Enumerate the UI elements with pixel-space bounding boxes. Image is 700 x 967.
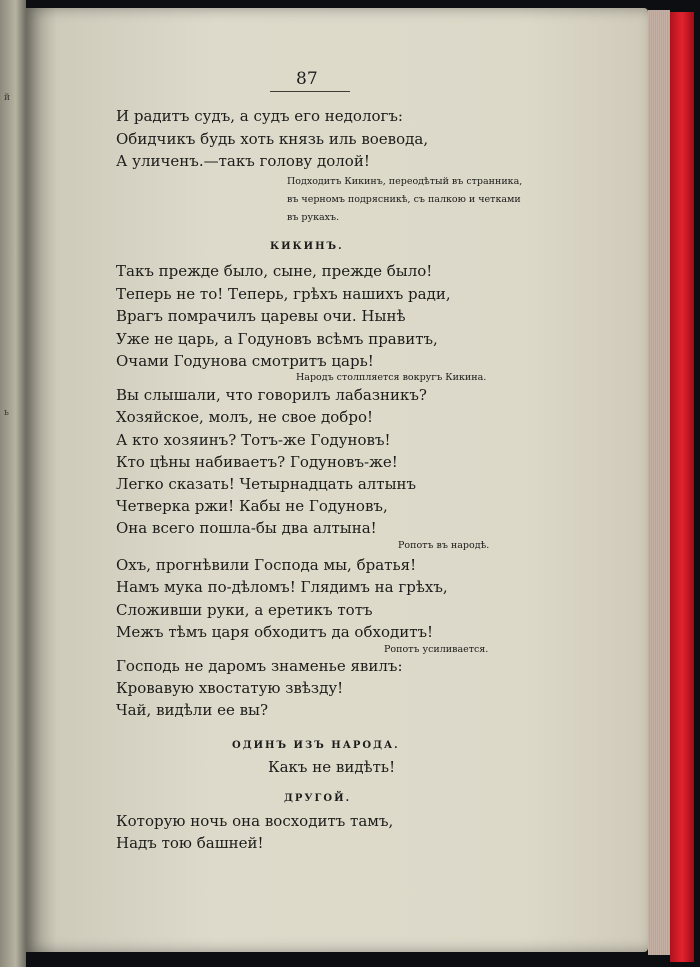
- verse-line: А уличенъ.—такъ голову долой!: [116, 152, 370, 170]
- stage-direction: въ рукахъ.: [287, 212, 340, 223]
- speaker-name: ДРУГОЙ.: [284, 793, 352, 804]
- verse-line: Очами Годунова смотритъ царь!: [116, 352, 374, 370]
- stage-direction: Ропотъ въ народѣ.: [398, 540, 490, 551]
- verse-line: Сложивши руки, а еретикъ тотъ: [116, 601, 373, 619]
- verse-line: Какъ не видѣть!: [268, 758, 396, 776]
- left-margin-mark: й: [4, 93, 10, 103]
- page-number-rule: [270, 91, 350, 92]
- verse-line: Врагъ помрачилъ царевы очи. Нынѣ: [116, 307, 406, 325]
- verse-line: И радитъ судъ, а судъ его недологъ:: [116, 107, 403, 125]
- verse-line: Чай, видѣли ее вы?: [116, 701, 269, 719]
- stage-direction: Народъ столпляется вокругъ Кикина.: [296, 372, 487, 383]
- verse-line: Вы слышали, что говорилъ лабазникъ?: [116, 386, 427, 404]
- page-number: 87: [296, 69, 318, 89]
- verse-line: Такъ прежде было, сыне, прежде было!: [116, 262, 433, 280]
- verse-line: Межъ тѣмъ царя обходитъ да обходитъ!: [116, 623, 434, 641]
- verse-line: А кто хозяинъ? Тотъ-же Годуновъ!: [116, 431, 391, 449]
- stage-direction: въ черномъ подрясникѣ, съ палкою и четками: [287, 194, 521, 205]
- speaker-name: ОДИНЪ ИЗЪ НАРОДА.: [232, 740, 400, 751]
- stage-direction: Подходитъ Кикинъ, переодѣтый въ странника,: [287, 176, 523, 187]
- verse-line: Охъ, прогнѣвили Господа мы, братья!: [116, 556, 417, 574]
- verse-line: Она всего пошла-бы два алтына!: [116, 519, 377, 537]
- speaker-name: КИКИНЪ.: [270, 241, 344, 252]
- verse-line: Легко сказать! Четырнадцать алтынъ: [116, 475, 417, 493]
- verse-line: Четверка ржи! Кабы не Годуновъ,: [116, 497, 388, 515]
- verse-line: Намъ мука по-дѣломъ! Глядимъ на грѣхъ,: [116, 578, 448, 596]
- verse-line: Надъ тою башней!: [116, 834, 264, 852]
- verse-line: Господь не даромъ знаменье явилъ:: [116, 657, 403, 675]
- left-margin-mark: ь: [4, 408, 9, 418]
- verse-line: Ужe не царь, а Годуновъ всѣмъ правитъ,: [116, 330, 438, 348]
- verse-line: Теперь не то! Теперь, грѣхъ нашихъ ради,: [116, 285, 451, 303]
- verse-line: Кровавую хвостатую звѣзду!: [116, 679, 344, 697]
- stage-direction: Ропотъ усиливается.: [384, 644, 489, 655]
- verse-line: Обидчикъ будь хоть князь иль воевода,: [116, 130, 429, 148]
- verse-line: Кто цѣны набиваетъ? Годуновъ-же!: [116, 453, 398, 471]
- verse-line: Хозяйское, молъ, не свое добро!: [116, 408, 373, 426]
- verse-line: Которую ночь она восходитъ тамъ,: [116, 812, 394, 830]
